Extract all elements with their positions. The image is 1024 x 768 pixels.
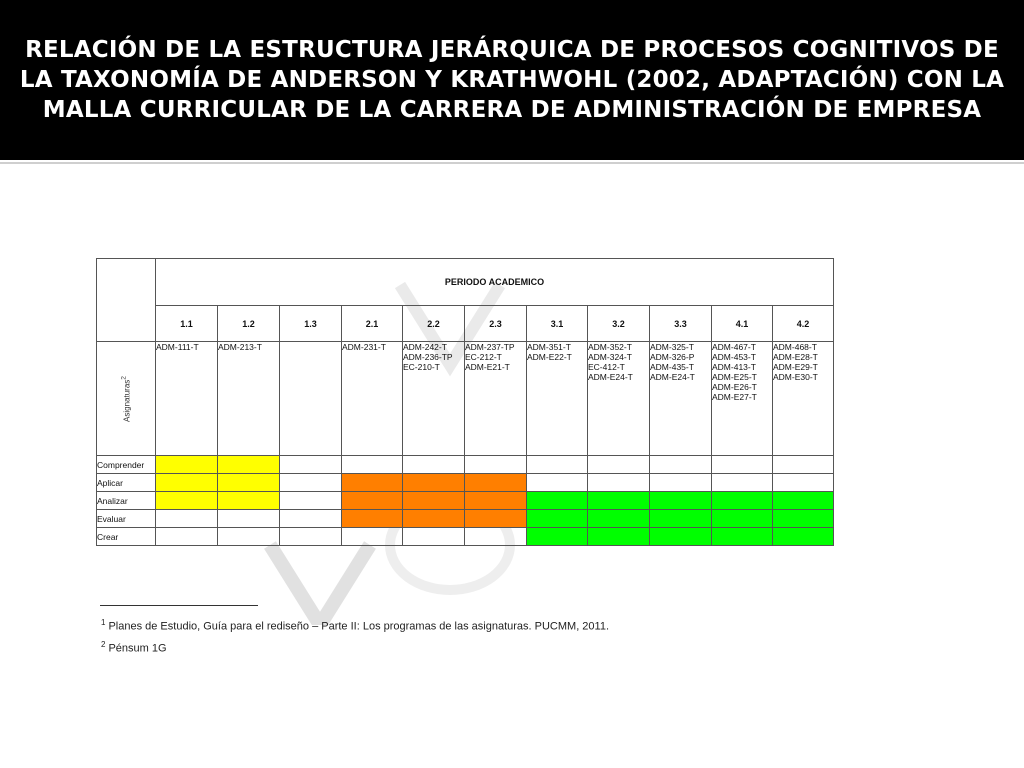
highlight-cell-green [588, 510, 650, 528]
course-code: ADM-236-TP [403, 352, 453, 362]
course-code: ADM-E25-T [712, 372, 757, 382]
slide-title: RELACIÓN DE LA ESTRUCTURA JERÁRQUICA DE PROCESOS COGNITIVOS DE LA TAXONOMÍA DE ANDERSON Y KRATHWOHL (2002, ADAPTACIÓN) CON LA MALLA CURRICULAR DE LA CARRERA DE ADMINISTRACIÓN DE EMPRESA [19, 37, 1005, 123]
empty-cell [218, 528, 280, 546]
course-code: ADM-237-TP [465, 342, 515, 352]
course-list-cell [465, 342, 527, 456]
empty-cell [650, 456, 712, 474]
highlight-cell-yellow [156, 474, 218, 492]
period-1-3: 1.3 [280, 306, 342, 342]
taxonomy-curriculum-table [96, 258, 834, 546]
course-code: ADM-E30-T [773, 372, 818, 382]
course-code: ADM-435-T [650, 362, 694, 372]
empty-cell [156, 528, 218, 546]
empty-cell [588, 474, 650, 492]
period-header: PERIODO ACADEMICO [156, 259, 834, 306]
course-code: ADM-413-T [712, 362, 756, 372]
course-code: ADM-E22-T [527, 352, 572, 362]
highlight-cell-green [588, 492, 650, 510]
period-3-1: 3.1 [527, 306, 588, 342]
course-list-cell [403, 342, 465, 456]
highlight-cell-orange [465, 474, 527, 492]
period-4-1: 4.1 [712, 306, 773, 342]
course-code: ADM-E29-T [773, 362, 818, 372]
course-code: ADM-231-T [342, 342, 386, 352]
course-code: ADM-326-P [650, 352, 695, 362]
course-code: ADM-E24-T [588, 372, 633, 382]
title-banner [0, 0, 1024, 160]
course-list-cell [650, 342, 712, 456]
period-2-1: 2.1 [342, 306, 403, 342]
corner-cell [97, 259, 156, 342]
level-label-comprender: Comprender [97, 456, 156, 474]
course-list-cell [218, 342, 280, 456]
highlight-cell-green [527, 528, 588, 546]
highlight-cell-orange [342, 492, 403, 510]
level-label-evaluar: Evaluar [97, 510, 156, 528]
course-list-cell [527, 342, 588, 456]
empty-cell [342, 528, 403, 546]
course-list-cell [712, 342, 773, 456]
empty-cell [527, 456, 588, 474]
title-divider [0, 162, 1024, 164]
period-4-2: 4.2 [773, 306, 834, 342]
empty-cell [280, 474, 342, 492]
empty-cell [403, 456, 465, 474]
course-code: EC-212-T [465, 352, 502, 362]
course-code: ADM-325-T [650, 342, 694, 352]
highlight-cell-green [712, 528, 773, 546]
highlight-cell-green [650, 510, 712, 528]
period-2-3: 2.3 [465, 306, 527, 342]
level-label-crear: Crear [97, 528, 156, 546]
period-3-2: 3.2 [588, 306, 650, 342]
course-code: ADM-213-T [218, 342, 262, 352]
highlight-cell-orange [465, 492, 527, 510]
period-1-1: 1.1 [156, 306, 218, 342]
empty-cell [280, 492, 342, 510]
course-code: ADM-E24-T [650, 372, 695, 382]
highlight-cell-orange [403, 492, 465, 510]
axis-label: Asignaturas$^2$ [120, 375, 132, 422]
course-code: ADM-E21-T [465, 362, 510, 372]
highlight-cell-yellow [156, 456, 218, 474]
highlight-cell-green [650, 492, 712, 510]
highlight-cell-green [773, 528, 834, 546]
course-code: ADM-351-T [527, 342, 571, 352]
course-code: EC-210-T [403, 362, 440, 372]
highlight-cell-green [527, 492, 588, 510]
highlight-cell-yellow [156, 492, 218, 510]
empty-cell [465, 456, 527, 474]
course-code: ADM-467-T [712, 342, 756, 352]
highlight-cell-green [773, 492, 834, 510]
footnote-1: $^1$ Planes de Estudio, Guía para el rediseño – Parte II: Los programas de las asignaturas. PUCMM, 2011. [101, 618, 610, 633]
highlight-cell-green [527, 510, 588, 528]
empty-cell [156, 510, 218, 528]
empty-cell [403, 528, 465, 546]
axis-cell [97, 342, 156, 456]
empty-cell [280, 456, 342, 474]
empty-cell [280, 528, 342, 546]
course-list-cell [156, 342, 218, 456]
course-list-cell [342, 342, 403, 456]
period-3-3: 3.3 [650, 306, 712, 342]
highlight-cell-orange [465, 510, 527, 528]
level-row [97, 456, 834, 474]
course-code: ADM-453-T [712, 352, 756, 362]
level-label-analizar: Analizar [97, 492, 156, 510]
highlight-cell-orange [342, 510, 403, 528]
highlight-cell-green [712, 510, 773, 528]
empty-cell [712, 474, 773, 492]
highlight-cell-green [650, 528, 712, 546]
empty-cell [773, 474, 834, 492]
highlight-cell-orange [403, 474, 465, 492]
level-row [97, 528, 834, 546]
level-row [97, 510, 834, 528]
highlight-cell-orange [403, 510, 465, 528]
empty-cell [280, 510, 342, 528]
course-list-cell [280, 342, 342, 456]
course-code: EC-412-T [588, 362, 625, 372]
highlight-cell-yellow [218, 474, 280, 492]
level-row [97, 474, 834, 492]
period-1-2: 1.2 [218, 306, 280, 342]
highlight-cell-yellow [218, 492, 280, 510]
highlight-cell-green [588, 528, 650, 546]
course-code: ADM-468-T [773, 342, 817, 352]
highlight-cell-orange [342, 474, 403, 492]
empty-cell [342, 456, 403, 474]
empty-cell [650, 474, 712, 492]
course-list-cell [773, 342, 834, 456]
empty-cell [218, 510, 280, 528]
course-code: ADM-E27-T [712, 392, 757, 402]
course-code: ADM-E26-T [712, 382, 757, 392]
empty-cell [712, 456, 773, 474]
empty-cell [588, 456, 650, 474]
course-code: ADM-242-T [403, 342, 447, 352]
course-code: ADM-352-T [588, 342, 632, 352]
course-code: ADM-111-T [156, 342, 199, 352]
highlight-cell-green [773, 510, 834, 528]
empty-cell [527, 474, 588, 492]
course-code: ADM-E28-T [773, 352, 818, 362]
highlight-cell-green [712, 492, 773, 510]
level-label-aplicar: Aplicar [97, 474, 156, 492]
footnote-rule [100, 605, 258, 606]
footnote-2: $^2$ Pénsum 1G [101, 640, 167, 655]
empty-cell [465, 528, 527, 546]
period-2-2: 2.2 [403, 306, 465, 342]
level-row [97, 492, 834, 510]
empty-cell [773, 456, 834, 474]
course-code: ADM-324-T [588, 352, 632, 362]
highlight-cell-yellow [218, 456, 280, 474]
course-list-cell [588, 342, 650, 456]
